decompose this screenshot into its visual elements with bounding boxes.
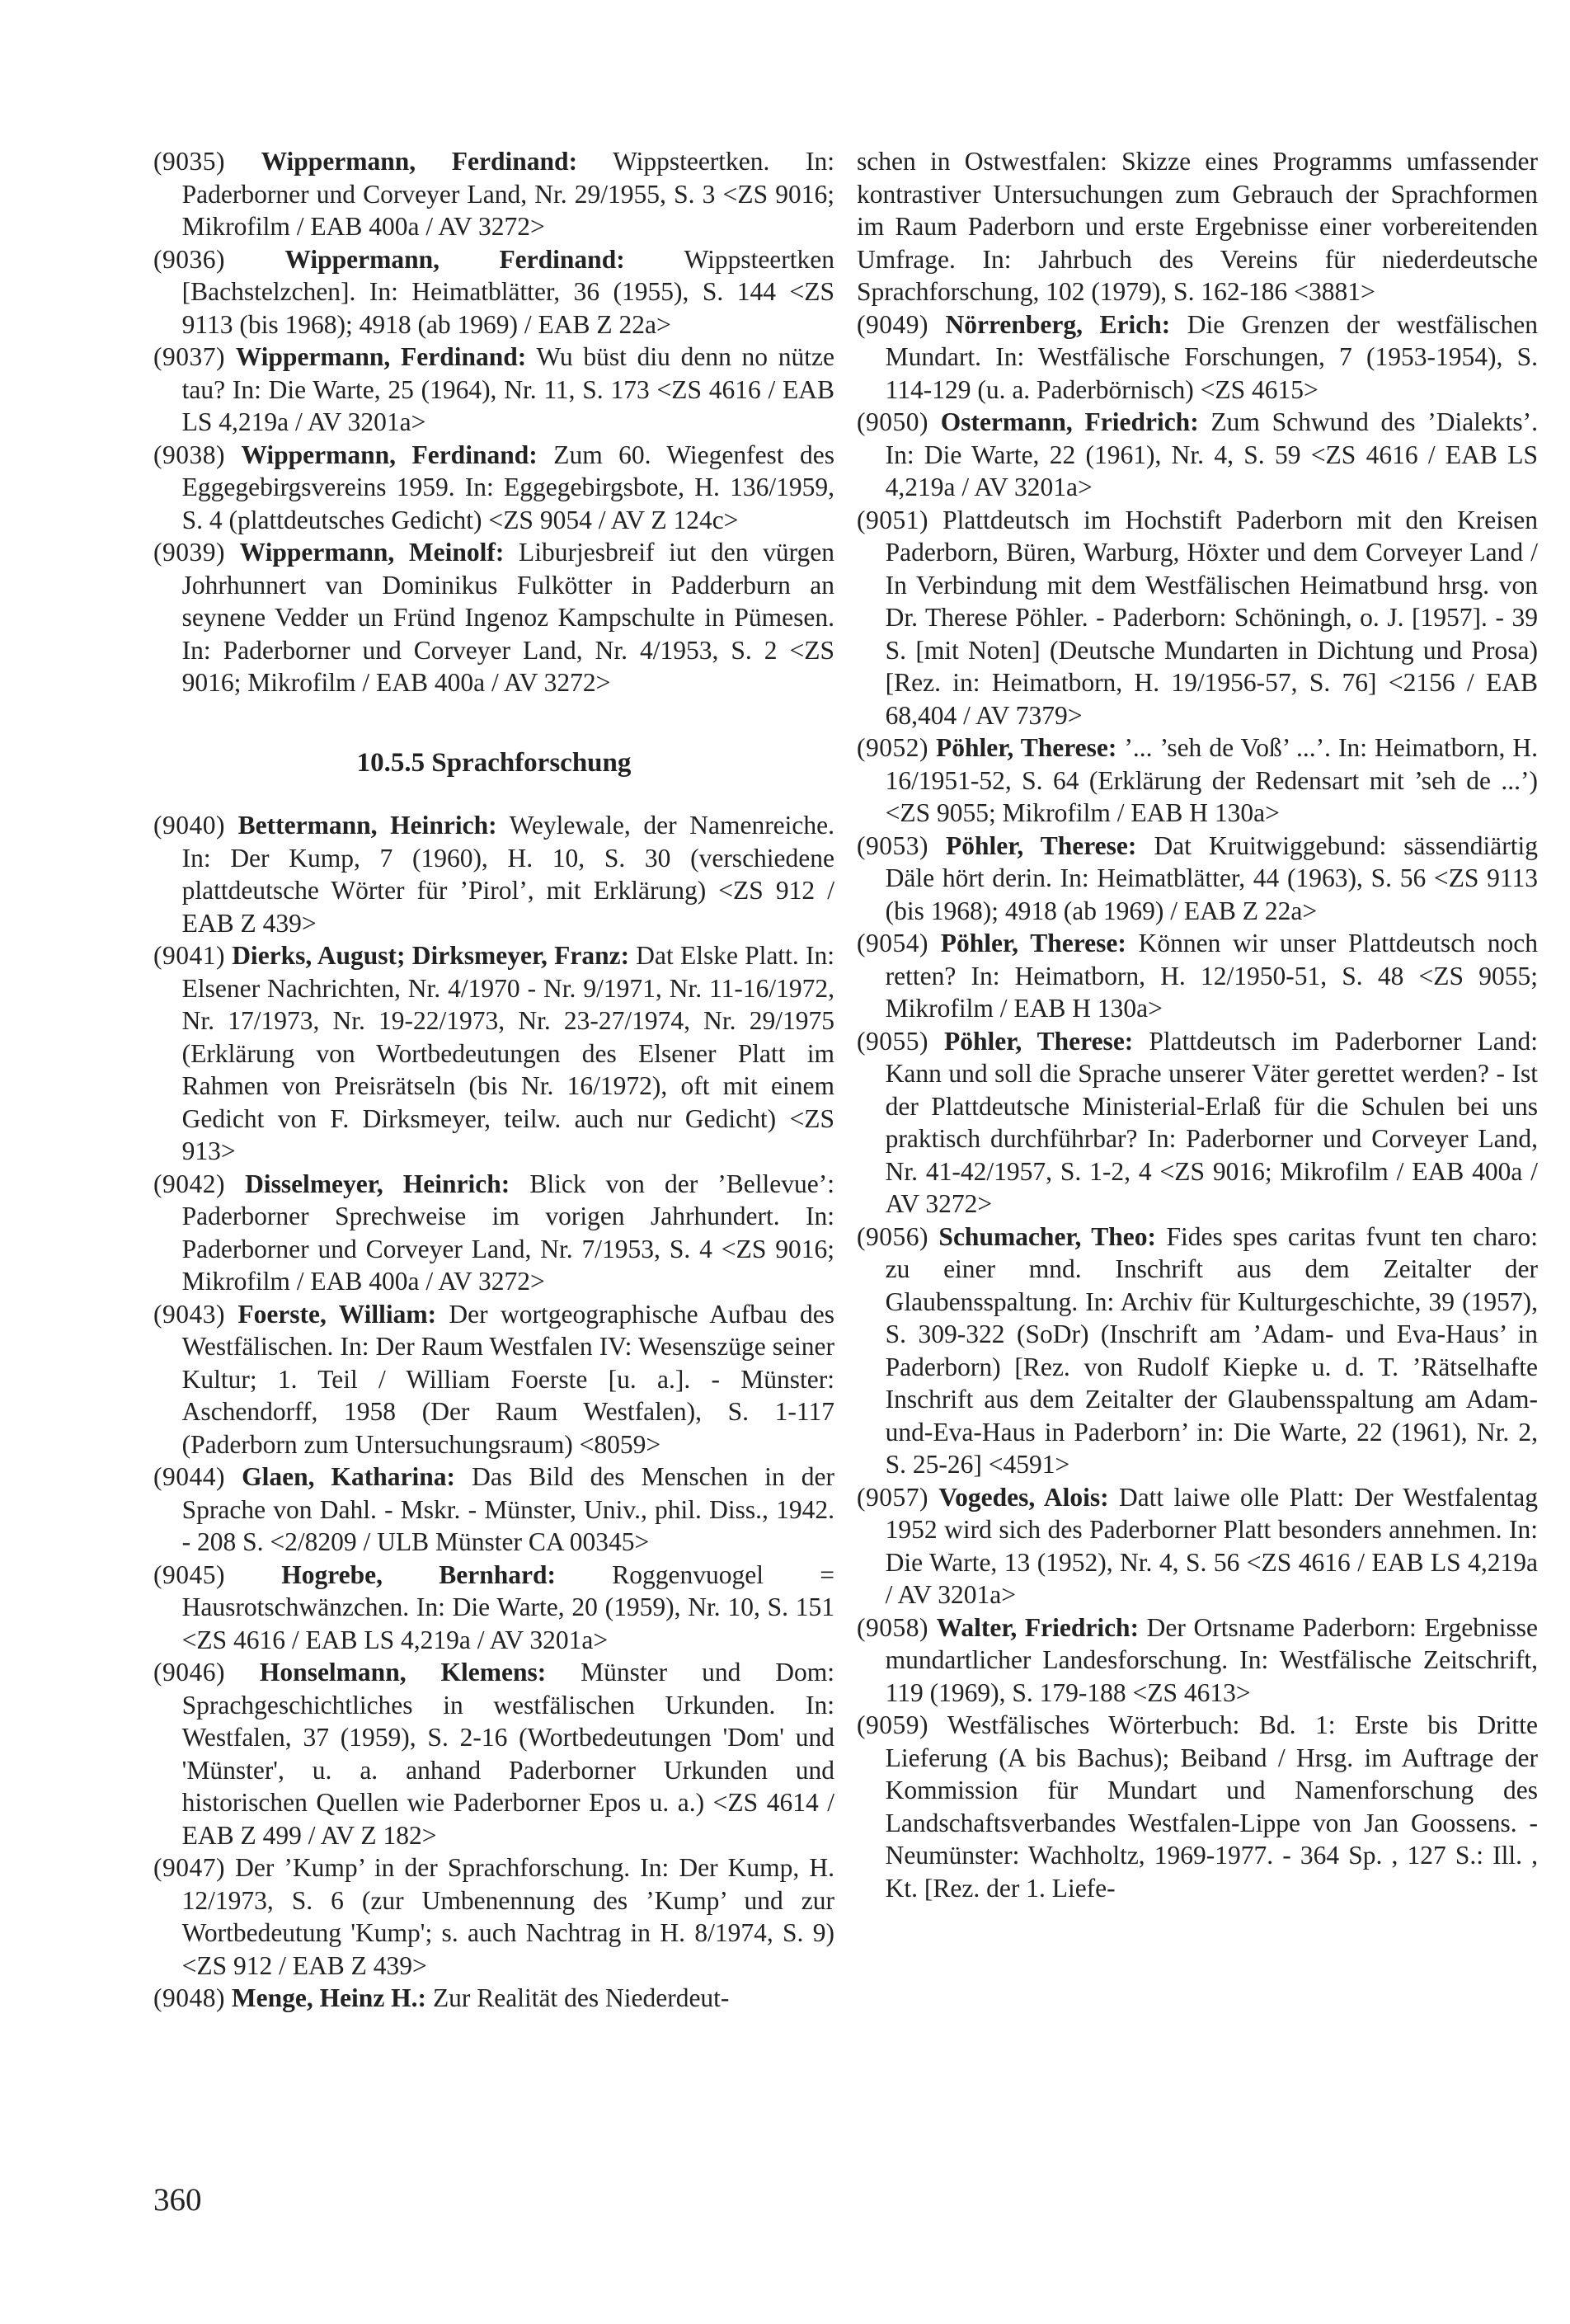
bibliography-entry xyxy=(857,830,1538,928)
entry-author: Glaen, Katharina: xyxy=(242,1462,456,1491)
entry-number: (9045) xyxy=(153,1560,225,1589)
entry-number: (9037) xyxy=(153,342,225,371)
entry-number: (9053) xyxy=(857,830,928,860)
entry-number: (9046) xyxy=(153,1658,225,1687)
bibliography-entry xyxy=(857,1221,1538,1481)
entry-text: Fides spes caritas fvunt ten charo: zu einer mnd. Inschrift aus dem Zeitalter der Glaubensspaltung. In: Archiv für Kulturgeschichte, 39 (1957), S. 309-322 (SoDr) (Inschrift am ’Adam- und Eva-Haus’ in Paderborn) [Rez. von Rudolf Kiepke u. d. T. ’Rätselhafte Inschrift aus dem Zeitalter der Glaubensspaltung am Adam-und-Eva-Haus in Paderborn’ in: Die Warte, 22 (1961), Nr. 2, S. 25-26] <4591> xyxy=(885,1221,1539,1479)
entry-text: Das Bild des Menschen in der Sprache von Dahl. - Mskr. - Münster, Univ., phil. Diss., 1942. - 208 S. <2/8209 / ULB Münster CA 00345> xyxy=(181,1462,834,1556)
entry-author: Pöhler, Therese: xyxy=(936,733,1117,762)
entry-text: Der ’Kump’ in der Sprachforschung. In: Der Kump, H. 12/1973, S. 6 (zur Umbenennung des ’Kump’ und zur Wortbedeutung 'Kump'; s. auch Nachtrag in H. 8/1974, S. 9) <ZS 912 / EAB Z 439> xyxy=(181,1853,835,1980)
entry-number: (9049) xyxy=(857,309,928,339)
entry-text: Können wir unser Plattdeutsch noch retten? In: Heimatborn, H. 12/1950-51, S. 48 <ZS 9055; Mikrofilm / EAB H 130a> xyxy=(885,929,1538,1023)
entry-author: Wippermann, Meinolf: xyxy=(239,538,505,567)
entry-author: Disselmeyer, Heinrich: xyxy=(245,1169,510,1198)
entry-number: (9042) xyxy=(153,1169,225,1198)
entry-author: Bettermann, Heinrich: xyxy=(237,811,497,840)
entry-text: Der wortgeographische Aufbau des Westfälischen. In: Der Raum Westfalen IV: Wesenszüge seiner Kultur; 1. Teil / William Foerste [u. a.]. - Münster: Aschendorff, 1958 (Der Raum Westfalen), S. 1-117 (Paderborn zum Untersuchungsraum) <8059> xyxy=(181,1299,835,1459)
entry-text: Roggenvuogel = Hausrotschwänzchen. In: Die Warte, 20 (1959), Nr. 10, S. 151 <ZS 4616 / EAB LS 4,219a / AV 3201a> xyxy=(181,1560,835,1654)
entry-text: ’... ’seh de Voß’ ...’. In: Heimatborn, H. 16/1951-52, S. 64 (Erklärung der Redensart mit ’seh de ...’) <ZS 9055; Mikrofilm / EAB H 130a> xyxy=(885,733,1539,827)
entry-text: Zum Schwund des ’Dialekts’. In: Die Warte, 22 (1961), Nr. 4, S. 59 <ZS 4616 / EAB LS 4,219a / AV 3201a> xyxy=(885,407,1539,501)
entry-text: Plattdeutsch im Hochstift Paderborn mit den Kreisen Paderborn, Büren, Warburg, Höxter und dem Corveyer Land / In Verbindung mit dem Westfälischen Heimatbund hrsg. von Dr. Therese Pöhler. - Paderborn: Schöningh, o. J. [1957]. - 39 S. [mit Noten] (Deutsche Mundarten in Dichtung und Prosa) [Rez. in: Heimatborn, H. 19/1956-57, S. 76] <2156 / EAB 68,404 / AV 7379> xyxy=(885,505,1538,730)
continuation-text: schen in Ostwestfalen: Skizze eines Programms umfassender kontrastiver Untersuchungen zum Gebrauch der Sprachformen im Raum Paderborn und erste Ergebnisse einer vorbereitenden Umfrage. In: Jahrbuch des Vereins für niederdeutsche Sprachforschung, 102 (1979), S. 162-186 <3881> xyxy=(857,147,1538,306)
entry-text: Liburjesbreif iut den vürgen Johrhunnert van Dominikus Fulkötter in Padderburn an seynene Vedder un Fründ Ingenoz Kampschulte in Pümesen. In: Paderborner und Corveyer Land, Nr. 4/1953, S. 2 <ZS 9016; Mikrofilm / EAB 400a / AV 3272> xyxy=(181,538,835,697)
bibliography-entry xyxy=(153,145,834,243)
entry-text: Dat Kruitwiggebund: sässendiärtig Däle hört derin. In: Heimatblätter, 44 (1963), S. 56 <ZS 9113 (bis 1968); 4918 (ab 1969) / EAB Z 22a> xyxy=(885,830,1538,925)
entry-number: (9039) xyxy=(153,538,225,567)
bibliography-entry xyxy=(857,406,1538,504)
entry-text: Zum 60. Wiegenfest des Eggegebirgsvereins 1959. In: Eggegebirgsbote, H. 136/1959, S. 4 (plattdeutsches Gedicht) <ZS 9054 / AV Z 124c> xyxy=(181,440,835,534)
entry-number: (9055) xyxy=(857,1026,928,1056)
entry-author: Ostermann, Friedrich: xyxy=(940,407,1199,436)
right-column xyxy=(857,145,1538,1904)
bibliography-entry xyxy=(153,1168,834,1298)
bibliography-entry xyxy=(153,939,834,1168)
bibliography-entry xyxy=(153,1851,834,1982)
entry-author: Wippermann, Ferdinand: xyxy=(241,440,538,469)
entry-author: Nörrenberg, Erich: xyxy=(945,309,1171,339)
entry-text: Blick von der ’Bellevue’: Paderborner Sprechweise im vorigen Jahrhundert. In: Paderborner und Corveyer Land, Nr. 7/1953, S. 4 <ZS 9016; Mikrofilm / EAB 400a / AV 3272> xyxy=(181,1169,834,1296)
right-entries xyxy=(857,308,1538,1905)
entry-author: Vogedes, Alois: xyxy=(938,1482,1109,1512)
entry-text: Plattdeutsch im Paderborner Land: Kann und soll die Sprache unserer Väter gerettet werden? - Ist der Plattdeutsche Ministerial-Erlaß für die Schulen bei uns praktisch durchführbar? In: Paderborner und Corveyer Land, Nr. 41-42/1957, S. 1-2, 4 <ZS 9016; Mikrofilm / EAB 400a / AV 3272> xyxy=(885,1026,1538,1218)
entry-text: Die Grenzen der westfälischen Mundart. In: Westfälische Forschungen, 7 (1953-1954), S. 114-129 (u. a. Paderbörnisch) <ZS 4615> xyxy=(885,309,1539,404)
entry-number: (9040) xyxy=(153,811,225,840)
entry-number: (9043) xyxy=(153,1299,225,1329)
entry-number: (9052) xyxy=(857,733,928,762)
entry-author: Wippermann, Ferdinand: xyxy=(235,342,527,371)
entry-number: (9054) xyxy=(857,929,928,957)
entry-number: (9056) xyxy=(857,1221,928,1251)
entry-text: Münster und Dom: Sprachgeschichtliches in westfälischen Urkunden. In: Westfalen, 37 (1959), S. 2-16 (Wortbedeutungen 'Dom' und 'Münster', u. a. anhand Paderborner Urkunden und historischen Quellen wie Paderborner Epos u. a.) <ZS 4614 / EAB Z 499 / AV Z 182> xyxy=(181,1658,835,1850)
entry-author: Dierks, August; Dirksmeyer, Franz: xyxy=(232,941,630,970)
left-column xyxy=(153,145,834,2015)
entry-text: Westfälisches Wörterbuch: Bd. 1: Erste bis Dritte Lieferung (A bis Bachus); Beiband / Hrsg. im Auftrage der Kommission für Mundart und Namenforschung des Landschaftsverbandes Westfalen-Lippe von Jan Goossens. - Neumünster: Wachholtz, 1969-1977. - 364 Sp. , 127 S.: Ill. , Kt. [Rez. der 1. Liefe- xyxy=(885,1710,1539,1903)
bibliography-entry xyxy=(857,1611,1538,1710)
entry-number: (9057) xyxy=(857,1482,928,1512)
bibliography-entry xyxy=(857,504,1538,732)
bibliography-entry xyxy=(857,732,1538,830)
bibliography-entry xyxy=(153,439,834,537)
bibliography-entry xyxy=(153,1559,834,1657)
bibliography-entry xyxy=(153,243,834,341)
entry-number: (9051) xyxy=(857,505,928,534)
entry-author: Pöhler, Therese: xyxy=(946,830,1137,860)
entry-number: (9058) xyxy=(857,1612,928,1642)
section-heading: 10.5.5 Sprachforschung xyxy=(356,747,632,778)
entry-author: Schumacher, Theo: xyxy=(938,1221,1157,1251)
entry-text: Wu büst diu denn no nütze tau? In: Die Warte, 25 (1964), Nr. 11, S. 173 <ZS 4616 / EAB LS 4,219a / AV 3201a> xyxy=(181,342,834,436)
entry-author: Pöhler, Therese: xyxy=(940,929,1126,957)
entry-text: Datt laiwe olle Platt: Der Westfalentag 1952 wird sich des Paderborner Platt besonders annehmen. In: Die Warte, 13 (1952), Nr. 4, S. 56 <ZS 4616 / EAB LS 4,219a / AV 3201a> xyxy=(885,1482,1539,1609)
entry-author: Wippermann, Ferdinand: xyxy=(284,244,625,274)
bibliography-entry xyxy=(153,1298,834,1461)
page-number: 360 xyxy=(153,2182,202,2218)
entry-text: Zur Realität des Niederdeut- xyxy=(432,1983,730,2012)
bibliography-entry xyxy=(857,308,1538,407)
entries-before-heading xyxy=(153,145,834,699)
entry-text: Wippsteertken. In: Paderborner und Corveyer Land, Nr. 29/1955, S. 3 <ZS 9016; Mikrofilm / EAB 400a / AV 3272> xyxy=(181,147,834,241)
entry-number: (9059) xyxy=(857,1710,928,1739)
entry-author: Pöhler, Therese: xyxy=(944,1026,1134,1056)
bibliography-entry xyxy=(153,1982,834,2015)
entry-text: Wippsteertken [Bachstelzchen]. In: Heimatblätter, 36 (1955), S. 144 <ZS 9113 (bis 1968); 4918 (ab 1969) / EAB Z 22a> xyxy=(181,244,835,339)
bibliography-entry xyxy=(153,341,834,439)
entry-author: Wippermann, Ferdinand: xyxy=(261,147,578,176)
entries-after-heading xyxy=(153,809,834,2015)
entry-number: (9041) xyxy=(153,941,225,970)
bibliography-entry xyxy=(153,536,834,699)
entry-number: (9047) xyxy=(153,1853,225,1882)
entry-author: Foerste, William: xyxy=(237,1299,437,1329)
bibliography-entry xyxy=(153,809,834,939)
entry-text: Weylewale, der Namenreiche. In: Der Kump, 7 (1960), H. 10, S. 30 (verschiedene plattdeutsche Wörter für ’Pirol’, mit Erklärung) <ZS 912 / EAB Z 439> xyxy=(181,811,835,938)
bibliography-entry xyxy=(857,1481,1538,1611)
entry-number: (9048) xyxy=(153,1983,225,2012)
bibliography-entry xyxy=(857,1709,1538,1904)
entry-number: (9038) xyxy=(153,440,225,469)
entry-number: (9050) xyxy=(857,407,928,436)
entry-text: Dat Elske Platt. In: Elsener Nachrichten, Nr. 4/1970 - Nr. 9/1971, Nr. 11-16/1972, Nr. 17/1973, Nr. 19-22/1973, Nr. 23-27/1974, Nr. 29/1975 (Erklärung von Wortbedeutungen des Elsener Platt im Rahmen von Preisrätseln (bis Nr. 16/1972), oft mit einem Gedicht von F. Dirksmeyer, teilw. auch nur Gedicht) <ZS 913> xyxy=(181,941,834,1165)
entry-number: (9035) xyxy=(153,147,225,176)
entry-text: Der Ortsname Paderborn: Ergebnisse mundartlicher Landesforschung. In: Westfälische Zeitschrift, 119 (1969), S. 179-188 <ZS 4613> xyxy=(885,1612,1538,1707)
bibliography-entry xyxy=(857,1025,1538,1221)
entry-author: Hogrebe, Bernhard: xyxy=(281,1560,557,1589)
bibliography-entry xyxy=(153,1461,834,1559)
entry-author: Honselmann, Klemens: xyxy=(259,1658,547,1687)
entry-number: (9036) xyxy=(153,244,225,274)
bibliography-entry xyxy=(153,1656,834,1851)
entry-author: Walter, Friedrich: xyxy=(936,1612,1140,1642)
bibliography-entry xyxy=(857,927,1538,1025)
entry-number: (9044) xyxy=(153,1462,225,1491)
entry-author: Menge, Heinz H.: xyxy=(231,1983,427,2012)
